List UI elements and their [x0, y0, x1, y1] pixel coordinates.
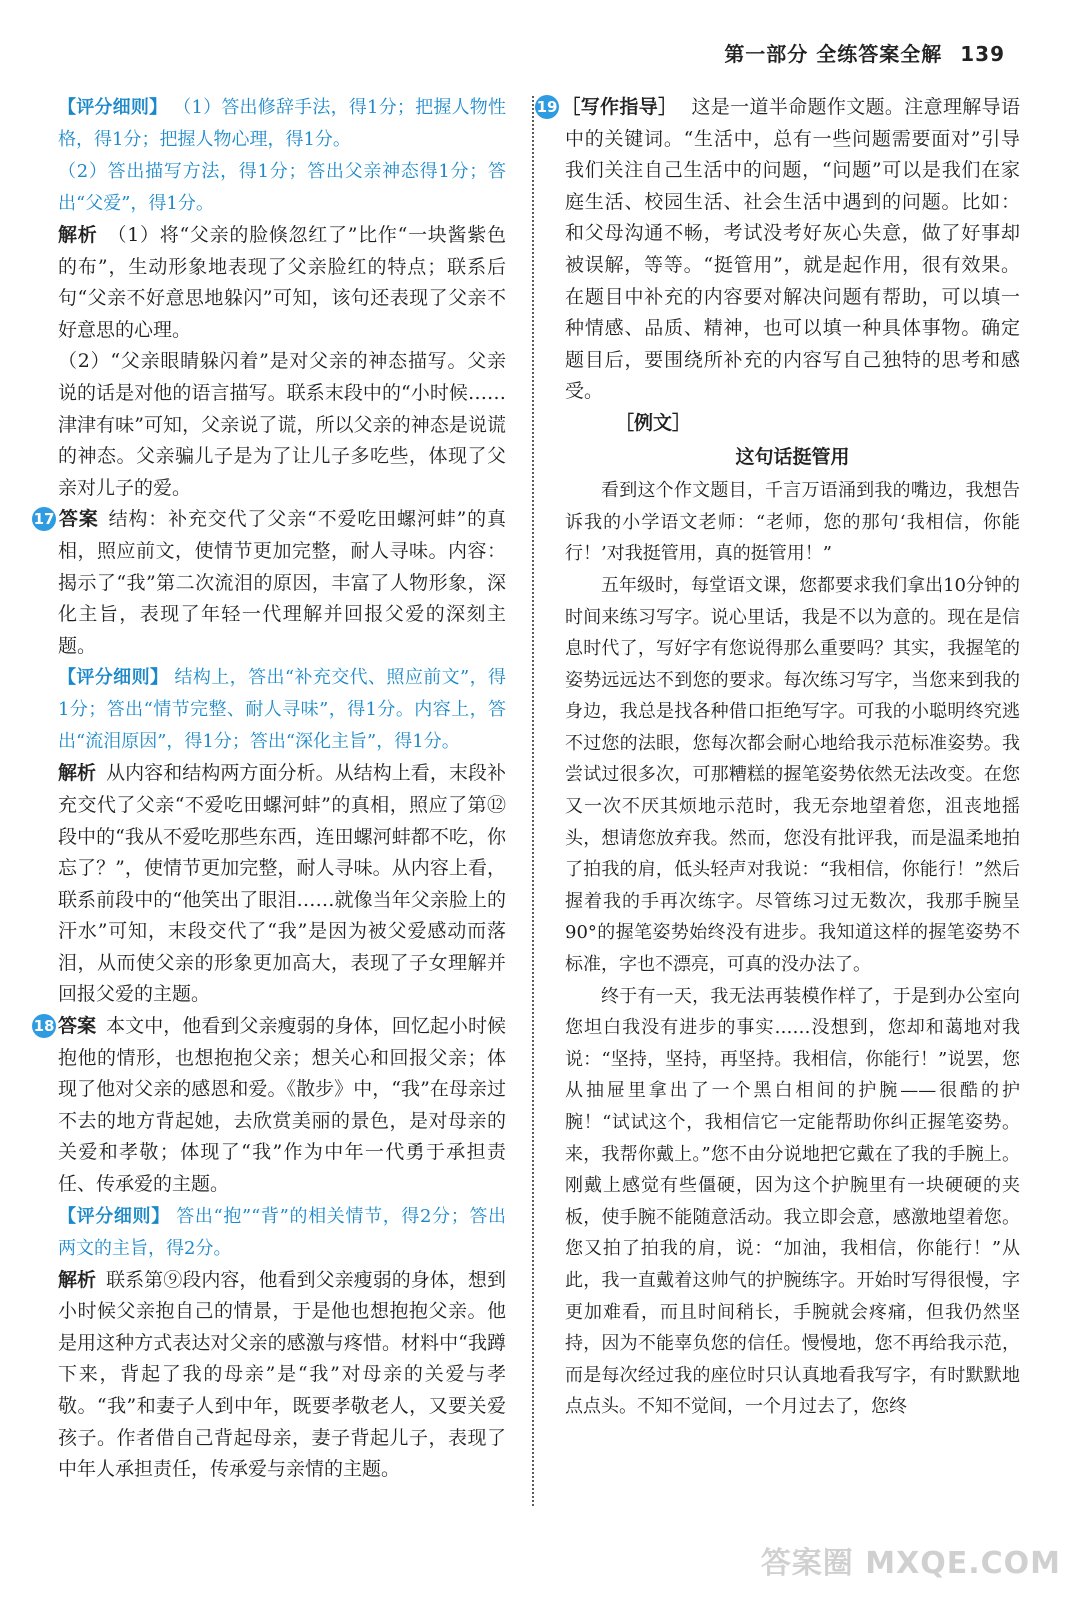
- scoring-text: 答出“抱”“背”的相关情节，得2分；答出两文的主旨，得2分。: [58, 1205, 506, 1259]
- q16-analysis: [58, 220, 506, 346]
- scoring-tag: 【评分细则】: [58, 667, 169, 689]
- section-label: 第一部分: [724, 42, 809, 66]
- q18-answer: [33, 1011, 506, 1201]
- q17-analysis: [58, 758, 506, 1011]
- guide-label: ［写作指导］: [561, 96, 678, 118]
- q16-scoring: [58, 92, 506, 156]
- page-header: [724, 38, 1005, 67]
- analysis-label: 解析: [58, 762, 97, 785]
- analysis-label: 解析: [58, 1268, 97, 1291]
- essay-title: 这句话挺管用: [735, 445, 850, 468]
- scoring-tag: 【评分细则】: [58, 1205, 170, 1227]
- essay-body: [565, 475, 1020, 1423]
- scoring-text: 结构上，答出“补充交代、照应前文”，得1分；答出“情节完整、耐人寻味”，得1分。内容上，答出“流泪原因”，得1分；答出“深化主旨”，得1分。: [58, 667, 507, 753]
- answer-label: 答案: [58, 1015, 97, 1038]
- scoring-tag: 【评分细则】: [58, 97, 168, 118]
- analysis-text: 从内容和结构两方面分析。从结构上看，末段补充交代了父亲“不爱吃田螺河蚌”的真相，照应了第⑫段中的“我从不爱吃那些东西，连田螺河蚌都不吃，你忘了？”，使情节更加完整，耐人寻味。从内容上看，联系前段中的“他笑出了眼泪……就像当年父亲脸上的汗水”可知，末段交代了“我”是因为被父爱感动而落泪，从而使父亲的形象更加高大，表现了子女理解并回报父爱的主题。: [58, 762, 506, 1006]
- analysis-text: 联系第⑨段内容，他看到父亲瘦弱的身体，想到小时候父亲抱自己的情景，于是他也想抱抱父亲。他是用这种方式表达对父亲的感激与疼惜。材料中“我蹲下来，背起了我的母亲”是“我”对母亲的关爱与孝敬。“我”和妻子人到中年，既要孝敬老人，又要关爱孩子。作者借自己背起母亲，妻子背起儿子，表现了中年人承担责任，传承爱与亲情的主题。: [58, 1268, 506, 1481]
- essay-paragraph: 看到这个作文题目，千言万语涌到我的嘴边，我想告诉我的小学语文老师：“老师，您的那句‘我相信，你能行！’对我挺管用，真的挺管用！”: [565, 480, 1020, 565]
- page-number: 139: [960, 42, 1005, 66]
- answer-text: 结构：补充交代了父亲“不爱吃田螺河蚌”的真相，照应前文，使情节更加完整，耐人寻味。内容：揭示了“我”第二次流泪的原因，丰富了人物形象，深化主旨，表现了年轻一代理解并回报父爱的深刻主题。: [58, 508, 506, 657]
- q18-analysis: [58, 1265, 506, 1486]
- essay-paragraph: 终于有一天，我无法再装模作样了，于是到办公室向您坦白我没有进步的事实……没想到，您却和蔼地对我说：“坚持，坚持，再坚持。我相信，你能行！”说罢，您从抽屉里拿出了一个黑白相间的护腕——很酷的护腕！“试试这个，我相信它一定能帮助你纠正握笔姿势。来，我帮你戴上。”您不由分说地把它戴在了我的手腕上。刚戴上感觉有些僵硬，因为这个护腕里有一块硬硬的夹板，使手腕不能随意活动。我立即会意，感激地望着您。您又拍了拍我的肩，说：“加油，我相信，你能行！”从此，我一直戴着这帅气的护腕练字。开始时写得很慢，字更加难看，而且时间稍长，手腕就会疼痛，但我仍然坚持，因为不能辜负您的信任。慢慢地，您不再给我示范，而是每次经过我的座位时只认真地看我写字，有时默默地点点头。不知不觉间，一个月过去了，您终: [565, 985, 1020, 1418]
- question-number-19: 19: [535, 95, 559, 119]
- column-divider: [532, 96, 534, 1506]
- scoring-text: （1）答出修辞手法，得1分；把握人物性格，得1分；把握人物心理，得1分。: [58, 97, 506, 150]
- essay-paragraph: 五年级时，每堂语文课，您都要求我们拿出10分钟的时间来练习写字。说心里话，我是不以为意的。现在是信息时代了，写好字有您说得那么重要吗？其实，我握笔的姿势远远达不到您的要求。每次练习写字，当您来到我的身边，我总是找各种借口拒绝写字。可我的小聪明终究逃不过您的法眼，您每次都会耐心地给我示范标准姿势。我尝试过很多次，可那糟糕的握笔姿势依然无法改变。在您又一次不厌其烦地示范时，我无奈地望着您，沮丧地摇头，想请您放弃我。然而，您没有批评我，而是温柔地拍了拍我的肩，低头轻声对我说：“我相信，你能行！”然后握着我的手再次练字。尽管练习过无数次，我那手腕呈90°的握笔姿势始终没有进步。我知道这样的握笔姿势不标准，字也不漂亮，可真的没办法了。: [565, 574, 1020, 976]
- left-column: [33, 92, 507, 1486]
- right-column: [536, 92, 1020, 1423]
- question-number-17: 17: [32, 507, 56, 531]
- q16-scoring-2: （2）答出描写方法，得1分；答出父亲神态得1分；答出“父爱”，得1分。: [58, 161, 506, 214]
- q18-scoring: [58, 1201, 506, 1265]
- analysis-label: 解析: [58, 224, 98, 246]
- q17-scoring: [58, 662, 506, 758]
- question-number-18: 18: [32, 1014, 56, 1038]
- answer-label: 答案: [58, 508, 99, 531]
- guide-text: 这是一道半命题作文题。注意理解导语中的关键词。“生活中，总有一些问题需要面对”引导我们关注自己生活中的问题，“问题”可以是我们在家庭生活、校园生活、社会生活中遇到的问题。比如：和父母沟通不畅，考试没考好灰心失意，做了好事却被误解，等等。“挺管用”，就是起作用，很有效果。在题目中补充的内容要对解决问题有帮助，可以填一种情感、品质、精神，也可以填一种具体事物。确定题目后，要围绕所补充的内容写自己独特的思考和感受。: [565, 96, 1020, 403]
- q16-analysis-2: （2）“父亲眼睛躲闪着”是对父亲的神态描写。父亲说的话是对他的语言描写。联系末段中的“小时候……津津有味”可知，父亲说了谎，所以父亲的神态是说谎的神态。父亲骗儿子是为了让儿子多吃些，体现了父亲对儿子的爱。: [58, 350, 506, 499]
- analysis-text: （1）将“父亲的脸倏忽红了”比作“一块酱紫色的布”，生动形象地表现了父亲脸红的特点；联系后句“父亲不好意思地躲闪”可知，该句还表现了父亲不好意思的心理。: [58, 224, 506, 341]
- example-label: ［例文］: [615, 411, 692, 434]
- q17-answer: [33, 504, 506, 662]
- watermark: 答案圈 MXQE.COM: [760, 1546, 1061, 1581]
- book-title: 全练答案全解: [816, 42, 943, 66]
- q19-guide: [536, 92, 1020, 408]
- answer-text: 本文中，他看到父亲瘦弱的身体，回忆起小时候抱他的情形，也想抱抱父亲；想关心和回报父亲；体现了他对父亲的感恩和爱。《散步》中，“我”在母亲过不去的地方背起她，去欣赏美丽的景色，是对母亲的关爱和孝敬；体现了“我”作为中年一代勇于承担责任、传承爱的主题。: [58, 1015, 506, 1196]
